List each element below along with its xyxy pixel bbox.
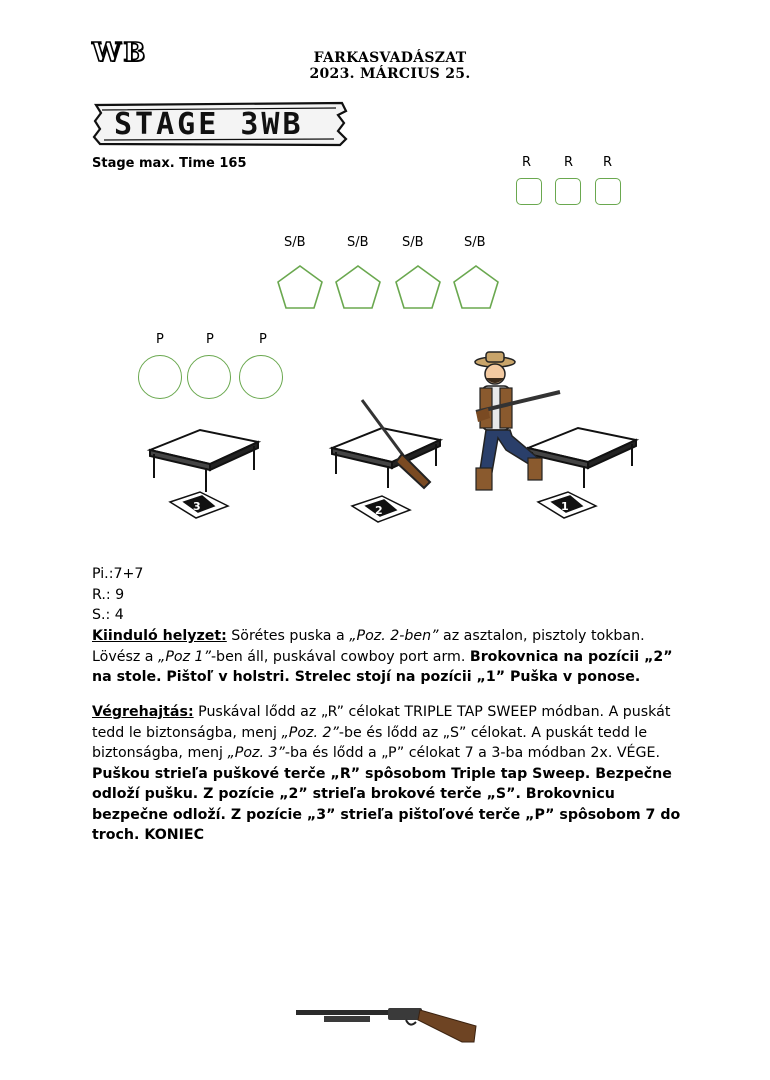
rifle-target (516, 178, 542, 205)
stage-max-time: Stage max. Time 165 (92, 156, 247, 171)
procedure-hu-text: -ba és lődd a „P” célokat 7 a 3-ba módban 2x. VÉGE. (284, 745, 660, 761)
rifle-rounds: R.: 9 (92, 586, 125, 603)
shotgun-target-label: S/B (464, 235, 486, 250)
rifle-target-label: R (522, 155, 532, 170)
procedure-hu-text: Puskával lődd az „R” célokat TRIPLE TAP SWEEP módban. A puskát tedd le biztonságba, menj (92, 704, 671, 741)
procedure-hu-pos3: „Poz. 3” (227, 745, 285, 761)
procedure-hu-pos2: „Poz. 2” (281, 724, 339, 741)
table-icon (528, 428, 636, 488)
pistol-target-label: P (206, 332, 214, 347)
start-hu-pos2: „Poz. 2-ben” (349, 628, 439, 644)
procedure-section (92, 702, 692, 846)
round-counts (92, 564, 692, 626)
event-date: 2023. MÁRCIUS 25. (309, 66, 471, 82)
shotgun-target-label: S/B (402, 235, 424, 250)
position-number-3: 3 (193, 500, 201, 513)
rifle-target-label: R (603, 155, 613, 170)
procedure-hu-text: -be és lődd az „S” célokat. A puskát tedd le biztonságba, menj (92, 724, 648, 761)
stage-diagram (140, 350, 660, 530)
pistol-rounds: Pi.:7+7 (92, 566, 144, 582)
cowboy-shooter-icon (475, 352, 560, 490)
start-hu-text: -ben áll, puskával cowboy port arm. (210, 648, 470, 665)
position-number-1: 1 (561, 500, 569, 513)
event-title: FARKASVADÁSZAT (313, 50, 467, 66)
rifle-target (555, 178, 581, 205)
shotgun-target (336, 266, 380, 308)
position-number-2: 2 (375, 504, 383, 517)
procedure-heading: Végrehajtás: (92, 704, 194, 720)
stage-title: STAGE 3WB (114, 106, 304, 142)
shotgun-target (396, 266, 440, 308)
shotgun-rounds: S.: 4 (92, 607, 124, 623)
shotgun-target (278, 266, 322, 308)
shotgun-targets (270, 262, 510, 314)
start-hu-text: Sörétes puska a (226, 628, 350, 644)
procedure-sk-text: Puškou strieľa puškové terče „R” spôsobom Triple tap Sweep. Bezpečne odloží pušku. Z pozície „2” strieľa brokové terče „S”. Brokovnicu bezpečne odloží. Z pozície „3” strieľa pištoľové terče „P” spôsobom 7 do troch. KONIEC (92, 765, 681, 843)
pistol-target-label: P (156, 332, 164, 347)
stage-banner (92, 101, 350, 147)
shotgun-target (454, 266, 498, 308)
start-sk-text: Brokovnica na pozícii „2” na stole. Pištoľ v holstri. Strelec stojí na pozícii „1” Puška v ponose. (92, 648, 673, 685)
start-hu-pos1: „Poz 1” (158, 648, 211, 665)
wb-logo: WB (92, 38, 148, 68)
rifle-target-label: R (564, 155, 574, 170)
start-hu-text: az asztalon, pisztoly tokban. Lövész a (92, 628, 645, 665)
shotgun-footer-icon (294, 1002, 480, 1046)
starting-position-section (92, 626, 692, 688)
starting-position-heading: Kiinduló helyzet: (92, 628, 227, 644)
event-header (290, 50, 490, 82)
table-icon (150, 430, 258, 492)
rifle-target (595, 178, 621, 205)
pistol-target-label: P (259, 332, 267, 347)
shotgun-target-label: S/B (284, 235, 306, 250)
shotgun-target-label: S/B (347, 235, 369, 250)
